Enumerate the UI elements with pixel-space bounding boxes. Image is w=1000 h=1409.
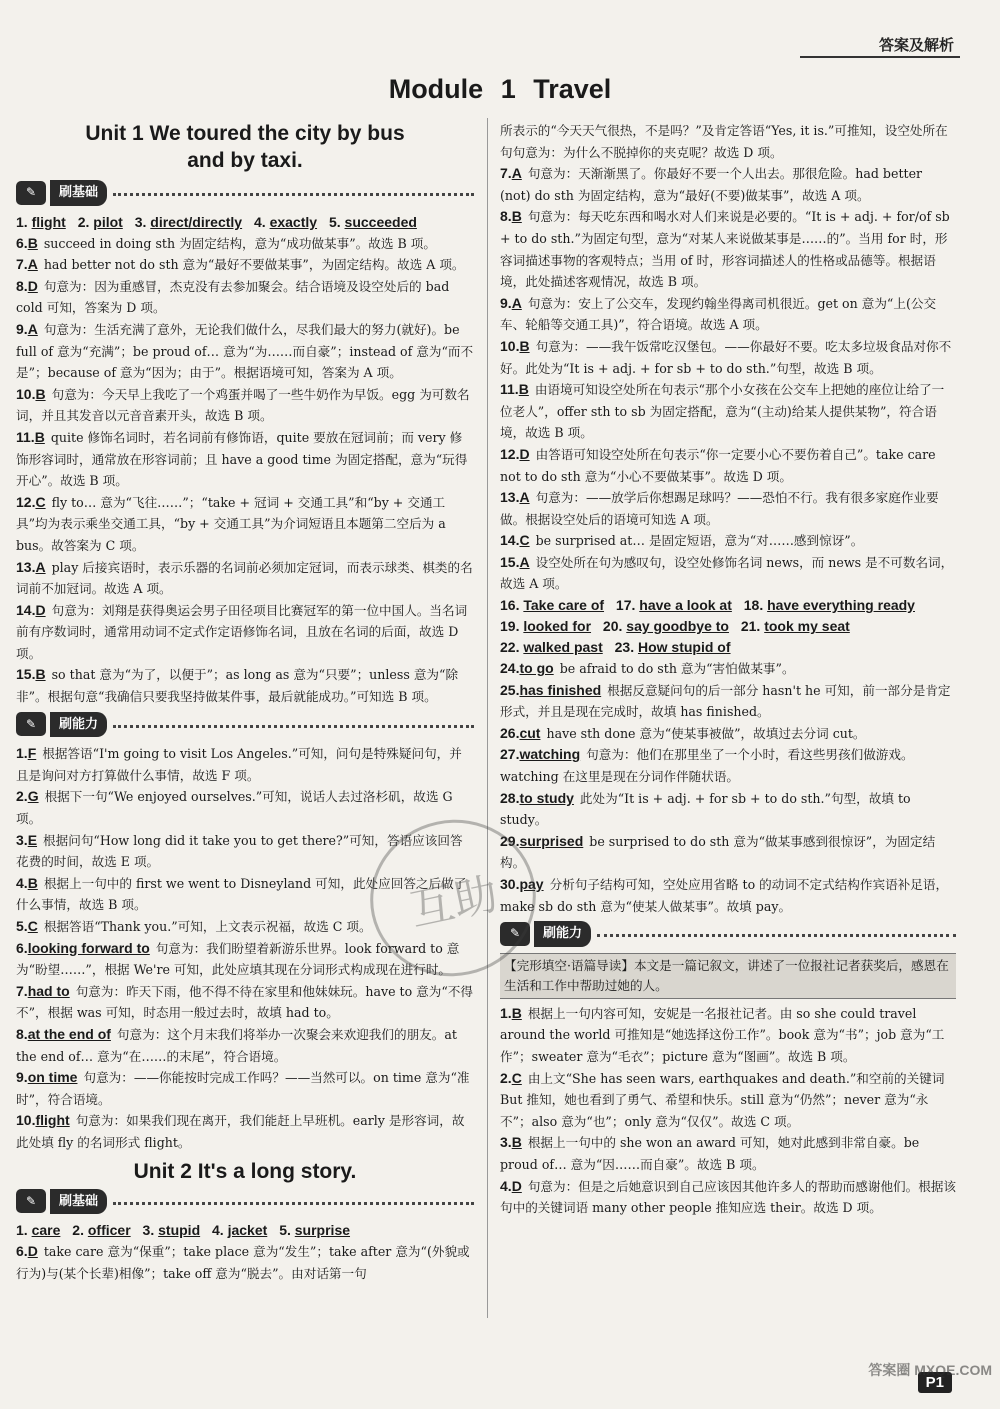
item-number: 9. <box>16 1069 28 1086</box>
item-number: 2. <box>77 213 90 230</box>
answer-key: A <box>27 256 38 273</box>
item-number: 24. <box>500 660 520 677</box>
answer-word: care <box>31 1222 61 1239</box>
item-number: 12. <box>500 445 520 462</box>
answer-key: G <box>27 788 39 805</box>
answer-entry <box>500 723 956 745</box>
answer-entry <box>16 1024 474 1067</box>
answer-key: had to <box>27 982 70 999</box>
answer-key: to go <box>519 660 554 677</box>
explanation: 分析句子结构可知，空处应用省略 to 的动词不定式结构作宾语补足语，make sb do sth 意为“使某人做某事”。故填 pay。 <box>500 877 949 914</box>
explanation: 句意为：但是之后她意识到自己应该因其他许多人的帮助而感谢他们。根据该句中的关键词语 many other people 推知应选 their。故选 D 项。 <box>500 1178 956 1216</box>
item-number: 26. <box>500 724 520 741</box>
answer-word: succeeded <box>344 213 417 230</box>
answer-entry <box>500 1132 956 1175</box>
answer-entry <box>16 1067 474 1110</box>
item-number: 30. <box>500 876 520 892</box>
item-number: 29. <box>500 832 520 849</box>
answer-key: C <box>519 532 530 549</box>
answer-key: D <box>27 277 38 294</box>
unit2-word-answers <box>16 1220 474 1241</box>
answer-word: jacket <box>227 1222 268 1239</box>
answer-key: cut <box>519 724 541 741</box>
book-icon: ✎ <box>500 922 530 946</box>
item-number: 23. <box>614 639 635 656</box>
right-column <box>500 120 956 1219</box>
explanation: 句意为：生活充满了意外，无论我们做什么，尽我们最大的努力(就好)。be full of 意为“充满”；be proud of… 意为“为……而自豪”；instead of 意为“而不是”；because of 意为“因为；由于”。根据语境可知，答案为 A 项。 <box>16 321 474 381</box>
page-header <box>0 0 1000 60</box>
item-number: 3. <box>134 213 147 230</box>
explanation: 此处为“It is + adj. + for sb + to do sth.”句型，故填 to study。 <box>500 790 911 828</box>
unit2-ability-section-header <box>500 921 956 947</box>
explanation: 句意为：安上了公交车，发现约翰坐得离司机很近。get on 意为“上(公交车、轮船等交通工具)”，符合语境。故选 A 项。 <box>500 295 937 333</box>
answer-key: watching <box>519 746 581 763</box>
item-number: 4. <box>254 213 266 230</box>
item-number: 22. <box>500 639 520 656</box>
item-number: 6. <box>16 234 28 251</box>
answer-entry <box>500 487 956 530</box>
explanation: be surprised to do sth 意为“做某事感到很惊讶”，为固定结构。 <box>500 833 936 871</box>
answer-key: A <box>35 558 46 575</box>
item-number: 28. <box>500 789 520 806</box>
answer-key: has finished <box>519 681 602 698</box>
explanation: 根据上一句中的 she won an award 可知，她对此感到非常自豪。be proud of… 意为“因……而自豪”。故选 B 项。 <box>500 1135 920 1172</box>
answer-entry <box>16 427 474 492</box>
answer-word: stupid <box>158 1222 201 1239</box>
header-tag: 答案及解析 <box>878 36 954 54</box>
item-number: 25. <box>500 681 520 698</box>
section-label: 刷基础 <box>50 180 107 206</box>
answer-key: C <box>27 918 38 934</box>
dotted-rule <box>113 725 474 728</box>
answer-key: B <box>27 874 38 891</box>
item-number: 3. <box>16 831 28 848</box>
left-column <box>16 120 474 1284</box>
answer-key: C <box>511 1069 522 1086</box>
item-number: 1. <box>16 213 28 230</box>
answer-entry <box>16 384 474 427</box>
item-number: 4. <box>500 1177 512 1194</box>
answer-entry <box>500 658 956 680</box>
explanation: 句意为：——你能按时完成工作吗？——当然可以。on time 意为“准时”，符合语境。 <box>16 1070 470 1107</box>
explanation: 句意为：——我午饭常吃汉堡包。——你最好不要。吃太多垃圾食品对你不好。此处为“It is + adj. + for sb + to do sth.”句型，故选 B 项。 <box>500 338 952 376</box>
answer-key: B <box>518 381 529 398</box>
answer-key: A <box>27 320 38 337</box>
unit2-title: Unit 2 It's a long story. <box>133 1159 357 1183</box>
item-number: 11. <box>500 381 519 398</box>
answer-entry <box>500 680 956 723</box>
item-number: 2. <box>500 1069 512 1086</box>
header-rule <box>800 56 960 58</box>
answer-entry <box>500 163 956 206</box>
answer-key: B <box>511 1134 522 1151</box>
answer-key: flight <box>35 1112 70 1129</box>
answer-word: exactly <box>269 213 318 230</box>
answer-entry <box>16 830 474 873</box>
item-number: 14. <box>500 532 520 549</box>
page-number: P1 <box>918 1372 952 1393</box>
explanation: 由上文“She has seen wars, earthquakes and death.”和空前的关键词 But 推知，她也看到了勇气、希望和快乐。still 意为“仍然”；never 意为“永不”；also 意为“也”；only 意为“仅仅”。故选 C 项。 <box>500 1070 945 1129</box>
answer-key: A <box>511 294 522 311</box>
answer-key: B <box>511 208 522 225</box>
item-number: 19. <box>500 618 520 635</box>
answer-entry <box>500 444 956 487</box>
answer-key: surprised <box>519 832 584 849</box>
explanation: 句意为：因为重感冒，杰克没有去参加聚会。结合语境及设空处后的 bad cold 可知，答案为 D 项。 <box>16 278 450 316</box>
item-number: 7. <box>500 165 512 182</box>
explanation: 由语境可知设空处所在句表示“那个小女孩在公交车上把她的座位让给了一位老人”，offer sth to sb 为固定搭配，意为“(主动)给某人提供某物”，符合语境，故选 B 项。 <box>500 382 945 441</box>
answer-entry <box>16 319 474 384</box>
item-number: 6. <box>16 939 28 956</box>
explanation: 根据答语“I'm going to visit Los Angeles.”可知，问句是特殊疑问句，并且是询问对方打算做什么事情，故选 F 项。 <box>16 746 462 783</box>
explanation: 根据反意疑问句的后一部分 hasn't he 可知，前一部分是肯定形式，并且是现在完成时，故填 has finished。 <box>500 682 951 720</box>
section-label: 刷能力 <box>534 921 591 947</box>
dotted-rule <box>597 934 956 937</box>
answer-entry <box>500 1176 956 1219</box>
unit2-phrase-answers <box>500 595 956 658</box>
answer-key: B <box>35 385 46 402</box>
answer-word: direct/directly <box>150 213 243 230</box>
explanation: fly to… 意为“飞往……”；“take + 冠词 + 交通工具”和“by + 交通工具”均为表示乘坐交通工具，“by + 交通工具”为介词短语且本题第二空后为 a bus。故答案为 C 项。 <box>16 494 446 553</box>
answer-key: to study <box>519 789 574 806</box>
item-number: 4. <box>212 1222 224 1239</box>
section-label: 刷能力 <box>50 712 107 738</box>
explanation: have sth done 意为“使某事被做”，故填过去分词 cut。 <box>546 725 866 741</box>
book-icon: ✎ <box>16 1189 46 1213</box>
item-number: 10. <box>16 385 36 402</box>
item-number: 5. <box>16 918 28 934</box>
item-number: 4. <box>16 874 28 891</box>
answer-phrase: How stupid of <box>637 639 731 656</box>
answer-entry <box>500 874 956 917</box>
unit1-ability-section-header <box>16 712 474 738</box>
answer-entry <box>16 664 474 707</box>
unit1-basic-section-header <box>16 180 474 206</box>
item-number: 1. <box>16 1222 28 1239</box>
explanation: play 后接宾语时，表示乐器的名词前必须加定冠词，而表示球类、棋类的名词前不加冠词。故选 A 项。 <box>16 559 473 597</box>
unit1-title-line1: Unit 1 We toured the city by bus <box>85 122 405 145</box>
answer-entry <box>500 788 956 831</box>
explanation: 句意为：今天早上我吃了一个鸡蛋并喝了一些牛奶作为早饭。egg 为可数名词，并且其发音以元音音素开头，故选 B 项。 <box>16 386 470 424</box>
answer-entry <box>16 276 474 319</box>
answer-entry <box>500 552 956 595</box>
item-number: 2. <box>72 1222 84 1239</box>
answer-entry <box>16 492 474 557</box>
answer-key: B <box>519 337 530 354</box>
answer-entry <box>16 981 474 1024</box>
answer-word: flight <box>31 213 66 230</box>
explanation: so that 意为“为了，以便于”；as long as 意为“只要”；unless 意为“除非”。根据句意“我确信只要我坚持做某件事，最后就能成功。”可知选 B 项。 <box>16 667 459 705</box>
answer-entry <box>16 557 474 600</box>
explanation: had better not do sth 意为“最好不要做某事”，为固定结构。故选 A 项。 <box>43 257 465 273</box>
item-number: 3. <box>500 1134 512 1151</box>
unit1-word-answers <box>16 212 474 233</box>
answer-entry <box>16 743 474 786</box>
answer-key: A <box>519 489 530 506</box>
answer-key: D <box>27 1243 38 1260</box>
explanation: 根据下一句“We enjoyed ourselves.”可知，说话人去过洛杉矶，故选 G 项。 <box>16 789 453 827</box>
explanation: be surprised at… 是固定短语，意为“对……感到惊讶”。 <box>535 533 864 549</box>
watermark-logo: 答案圈 MXQE.COM <box>868 1362 992 1378</box>
item-number: 16. <box>500 597 520 614</box>
continued-text: 所表示的“今天天气很热，不是吗？”及肯定答语“Yes, it is.”可推知，设空处所在句句意为：为什么不脱掉你的夹克呢？故选 D 项。 <box>500 123 948 160</box>
answer-key: B <box>35 666 46 683</box>
explanation: 句意为：——放学后你想踢足球吗？——恐怕不行。我有很多家庭作业要做。根据设空处后的语境可知选 A 项。 <box>500 490 939 527</box>
watermark-stamp: 互助 <box>356 804 551 991</box>
item-number: 13. <box>16 558 36 575</box>
item-number: 9. <box>500 294 512 311</box>
answer-entry <box>16 873 474 916</box>
explanation: 根据问句“How long did it take you to get there?”可知，答语应该回答花费的时间，故选 E 项。 <box>16 832 463 870</box>
item-number: 9. <box>16 320 28 337</box>
explanation: quite 修饰名词时，若名词前有修饰语，quite 要放在冠词前；而 very 修饰形容词时，通常放在形容词前；且 have a good time 为固定搭配，意为“玩得开心”。故选 B 项。 <box>16 429 468 489</box>
answer-entry <box>16 254 474 276</box>
item-number: 6. <box>16 1243 28 1260</box>
answer-entry <box>16 600 474 665</box>
answer-phrase: looked for <box>523 618 592 635</box>
dotted-rule <box>113 193 474 196</box>
book-icon: ✎ <box>16 181 46 205</box>
explanation: 句意为：昨天下雨，他不得不待在家里和他妹妹玩。have to 意为“不得不”，根据 was 可知，时态用一般过去时，故填 had to。 <box>16 983 473 1021</box>
item-number: 17. <box>615 597 636 614</box>
explanation: 句意为：他们在那里坐了一个小时，看这些男孩们做游戏。watching 在这里是现在分词作伴随状语。 <box>500 747 914 785</box>
item-number: 1. <box>16 745 28 762</box>
answer-phrase: say goodbye to <box>626 618 729 635</box>
explanation: 句意为：天渐渐黑了。你最好不要一个人出去。那很危险。had better (not) do sth 为固定结构，意为“最好(不要)做某事”，故选 A 项。 <box>500 166 923 203</box>
answer-entry <box>500 1003 956 1068</box>
item-number: 20. <box>602 618 623 635</box>
answer-key: D <box>35 601 46 618</box>
unit2-basic-section-header <box>16 1189 474 1215</box>
answer-entry <box>16 1110 474 1153</box>
item-number: 14. <box>16 601 36 618</box>
answer-key: pay <box>519 876 544 892</box>
answer-key: A <box>519 553 530 570</box>
answer-entry <box>500 379 956 444</box>
item-number: 18. <box>743 597 764 614</box>
unit1-title <box>16 120 474 174</box>
answer-word: officer <box>87 1222 131 1239</box>
answer-entry <box>500 530 956 552</box>
explanation: succeed in doing sth 为固定结构，意为“成功做某事”。故选 B 项。 <box>43 235 436 251</box>
item-number: 10. <box>16 1112 36 1129</box>
answer-phrase: have a look at <box>639 597 732 614</box>
item-number: 21. <box>740 618 761 635</box>
answer-entry <box>500 206 956 292</box>
answer-key: C <box>35 493 46 510</box>
answer-entry <box>500 1068 956 1133</box>
dotted-rule <box>113 1202 474 1205</box>
item-number: 3. <box>142 1222 155 1239</box>
item-number: 5. <box>328 213 341 230</box>
item-number: 8. <box>16 277 28 294</box>
answer-entry <box>16 938 474 981</box>
explanation: 由答语可知设空处所在句表示“你一定要小心不要伤着自己”。take care not to do sth 意为“小心不要做某事”。故选 D 项。 <box>500 446 936 484</box>
answer-key: D <box>511 1177 522 1194</box>
explanation: 根据上一句内容可知，安妮是一名报社记者。由 so she could travel around the world 可推知是“她选择这份工作”。book 意为“书”；job 意为“工作”；sweater 意为“毛衣”；picture 意为“图画”。故选 B 项。 <box>500 1005 945 1064</box>
module-title: Module 1 Travel <box>388 74 612 104</box>
book-icon: ✎ <box>16 712 46 736</box>
item-number: 5. <box>279 1222 291 1239</box>
answer-phrase: took my seat <box>764 618 850 635</box>
item-number: 10. <box>500 337 520 354</box>
answer-entry <box>16 786 474 829</box>
explanation: 根据答语“Thank you.”可知，上文表示祝福，故选 C 项。 <box>43 919 372 934</box>
item-number: 12. <box>16 493 36 510</box>
answer-entry <box>16 916 474 938</box>
explanation: 句意为：每天吃东西和喝水对人们来说是必要的。“It is + adj. + for/of sb + to do sth.”为固定句型，意为“对某人来说做某事是……的”。当用 for 时，形容词描述事物的客观特点；当用 of 时，形容词描述人的性格或品德等。根据语境，此处描述客观情况，故选 B 项。 <box>500 209 950 290</box>
explanation: 设空处所在句为感叹句，设空处修饰名词 news，而 news 是不可数名词，故选 A 项。 <box>500 554 954 592</box>
answer-key: B <box>27 234 38 251</box>
answer-key: D <box>519 445 530 462</box>
item-number: 27. <box>500 746 520 763</box>
item-number: 8. <box>500 208 512 225</box>
item-number: 13. <box>500 489 520 506</box>
item-number: 7. <box>16 982 28 999</box>
answer-key: on time <box>27 1069 78 1086</box>
cloze-intro: 【完形填空·语篇导读】本文是一篇记叙文，讲述了一位报社记者获奖后，感恩在生活和工作中帮助过她的人。 <box>500 953 956 999</box>
explanation: 句意为：刘翔是获得奥运会男子田径项目比赛冠军的第一位中国人。当名词前有序数词时，通常用动词不定式作定语修饰名词，且放在名词的后面，故选 D 项。 <box>16 602 468 661</box>
answer-key: F <box>27 745 37 762</box>
answer-key: B <box>511 1004 522 1021</box>
answer-entry <box>16 233 474 255</box>
explanation: 句意为：我们盼望着新游乐世界。look forward to 意为“盼望……”，根据 We're 可知，此处应填其现在分词形式构成现在进行时。 <box>16 940 460 978</box>
answer-word: surprise <box>294 1222 351 1239</box>
answer-entry <box>16 1241 474 1284</box>
answer-phrase: walked past <box>523 639 603 656</box>
explanation: 句意为：这个月末我们将举办一次聚会来欢迎我们的朋友。at the end of… 意为“在……的末尾”，符合语境。 <box>16 1026 457 1064</box>
answer-word: pilot <box>93 213 123 230</box>
explanation: 根据上一句中的 first we went to Disneyland 可知，此处应回答之后做了什么事情，故选 B 项。 <box>16 875 467 913</box>
answer-key: at the end of <box>27 1025 111 1042</box>
item-number: 7. <box>16 256 28 273</box>
answer-phrase: have everything ready <box>767 597 915 614</box>
answer-key: A <box>511 165 522 182</box>
answer-key: looking forward to <box>27 939 150 956</box>
item-number: 8. <box>16 1025 28 1042</box>
answer-key: E <box>27 831 38 848</box>
answer-entry <box>500 831 956 874</box>
item-number: 2. <box>16 788 28 805</box>
item-number: 11. <box>16 428 35 445</box>
explanation: 句意为：如果我们现在离开，我们能赶上早班机。early 是形容词，故此处填 fly 的名词形式 flight。 <box>16 1113 465 1150</box>
answer-phrase: Take care of <box>523 597 605 614</box>
answer-entry <box>500 744 956 787</box>
unit1-title-line2: and by taxi. <box>187 149 303 172</box>
item-number: 1. <box>500 1004 512 1021</box>
item-number: 15. <box>500 553 520 570</box>
explanation: take care 意为“保重”；take place 意为“发生”；take after 意为“(外貌或行为)与(某个长辈)相像”；take off 意为“脱去”。由对话第一句 <box>16 1244 470 1281</box>
answer-entry <box>500 336 956 379</box>
column-divider <box>487 118 488 1318</box>
item-number: 15. <box>16 666 36 683</box>
explanation: be afraid to do sth 意为“害怕做某事”。 <box>559 661 795 677</box>
section-label: 刷基础 <box>50 1189 107 1215</box>
answer-entry <box>500 293 956 336</box>
answer-key: B <box>34 428 45 445</box>
